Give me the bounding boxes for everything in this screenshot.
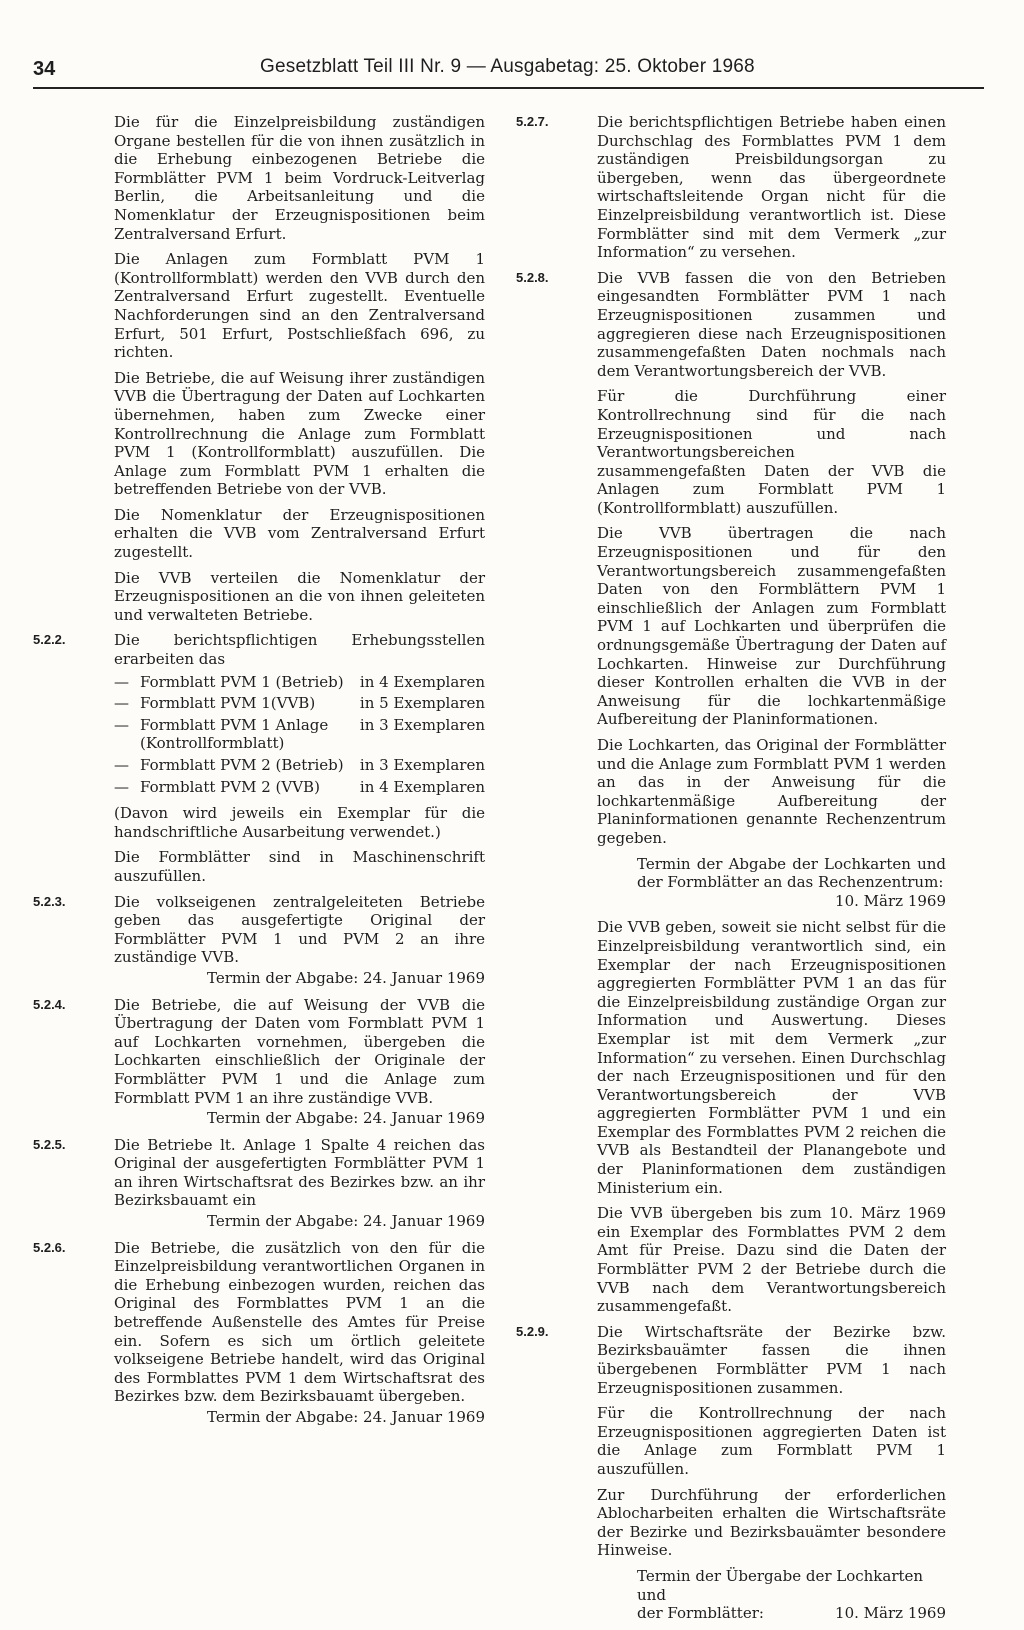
page-title: Gesetzblatt Teil III Nr. 9 — Ausgabetag: 25. Oktober 1968 [260, 56, 755, 77]
form-name: Formblatt PVM 1(VVB) [140, 694, 316, 713]
form-list [114, 673, 485, 797]
page-number: 34 [33, 58, 56, 80]
paragraph: Die Nomenklatur der Erzeugnispositionen erhalten die VVB vom Zentralversand Erfurt zugestellt. [114, 505, 485, 562]
section-number: 5.2.9. [516, 1323, 549, 1339]
deadline-date: 10. März 1969 [835, 1604, 946, 1623]
page-header [0, 0, 1024, 100]
paragraph: Die VVB übertragen die nach Erzeugnispositionen und für den Verantwortungsbereich zusammengefaßten Daten von den Formblättern PVM 1 einschließlich der Anlagen zum Formblatt PVM 1 auf Lochkarten und überprüfen die ordnungsgemäße Übertragung der Daten auf Lochkarten. Hinweise zur Durchführung dieser Kontrollen erhalten die VVB in der Anweisung für die lochkartenmäßige Aufbereitung der Planinformationen. [597, 524, 946, 729]
section-number: 5.2.7. [516, 114, 549, 129]
paragraph: Die Betriebe, die auf Weisung ihrer zuständigen VVB die Übertragung der Daten auf Lochkarten übernehmen, haben zum Zwecke einer Kontrollrechnung die Anlage zum Formblatt PVM 1 (Kontrollformblatt) auszufüllen. Die Anlage zum Formblatt PVM 1 erhalten die betreffenden Betriebe von der VVB. [114, 368, 485, 499]
form-name: Formblatt PVM 1 Anlage (Kontrollformblatt) [140, 715, 329, 753]
paragraph: Die VVB geben, soweit sie nicht selbst für die Einzelpreisbildung verantwortlich sind, ein Exemplar der nach Erzeugnispositionen aggregierten Formblätter PVM 1 an das für die Einzelpreisbildung zuständige Organ zur Information und Auswertung. Dieses Exemplar ist mit dem Vermerk „zur Information“ zu versehen. Einen Durchschlag der nach Erzeugnispositionen und für den Verantwortungsbereich der VVB aggregierten Formblätter PVM 1 und ein Exemplar des Formblattes PVM 2 reichen die VVB als Bestandteil der Planangebote und der Planinformationen dem zuständigen Ministerium ein. [597, 918, 946, 1197]
form-quantity: in 3 Exemplaren [359, 715, 485, 734]
section-5-2-9 [516, 1323, 946, 1623]
dash: — [114, 777, 129, 796]
deadline: Termin der Abgabe: 24. Januar 1969 [207, 968, 485, 987]
list-item [114, 716, 485, 753]
form-quantity: in 4 Exemplaren [359, 672, 485, 691]
note: (Davon wird jeweils ein Exemplar für die handschriftliche Ausarbeitung verwendet.) [114, 804, 485, 841]
paragraph: Die Formblätter sind in Maschinenschrift auszufüllen. [114, 848, 485, 885]
form-name: Formblatt PVM 1 (Betrieb) [140, 672, 344, 691]
dash: — [114, 672, 129, 691]
form-quantity: in 4 Exemplaren [359, 777, 485, 796]
paragraph: Die VVB fassen die von den Betrieben eingesandten Formblätter PVM 1 nach Erzeugnispositionen zusammen und aggregieren diese nach Erzeugnispositionen zusammengefaßten Daten nochmals nach dem Verantwortungsbereich der VVB. [597, 268, 946, 380]
deadline-line [597, 1604, 946, 1623]
paragraph: Die Wirtschaftsräte der Bezirke bzw. Bezirksbauämter fassen die ihnen übergebenen Formblätter PVM 1 nach Erzeugnispositionen zusammen. [597, 1322, 946, 1397]
section-text: Die volkseigenen zentralgeleiteten Betriebe geben das ausgefertigte Original der Formblätter PVM 1 und PVM 2 an ihre zuständige VVB. [114, 892, 485, 967]
section-number: 5.2.2. [33, 632, 66, 648]
deadline: Termin der Abgabe: 24. Januar 1969 [207, 1408, 485, 1426]
list-item [114, 756, 485, 775]
paragraph: Für die Kontrollrechnung der nach Erzeugnispositionen aggregierten Daten ist die Anlage zum Formblatt PVM 1 auszufüllen. [597, 1404, 946, 1478]
section-number: 5.2.6. [33, 1239, 66, 1255]
dash: — [114, 715, 129, 734]
dash: — [114, 694, 129, 713]
deadline: Termin der Abgabe: 24. Januar 1969 [207, 1109, 485, 1128]
section-5-2-6 [33, 1239, 485, 1427]
section-5-2-7 [516, 113, 946, 262]
paragraph: Die für die Einzelpreisbildung zuständigen Organe bestellen für die von ihnen zusätzlich in die Erhebung einbezogenen Betriebe die Formblätter PVM 1 beim Vordruck-Leitverlag Berlin, die Arbeitsanleitung und die Nomenklatur der Erzeugnispositionen beim Zentralversand Erfurt. [114, 113, 485, 243]
section-text: Die Betriebe lt. Anlage 1 Spalte 4 reichen das Original der ausgefertigten Formblätter PVM 1 an ihren Wirtschaftsrat des Bezirkes bzw. an ihr Bezirksbauamt ein [114, 1135, 485, 1210]
section-number: 5.2.8. [516, 269, 549, 285]
list-item [114, 694, 485, 713]
paragraph: Die Anlagen zum Formblatt PVM 1 (Kontrollformblatt) werden den VVB durch den Zentralversand Erfurt zugestellt. Eventuelle Nachforderungen sind an den Zentralversand Erfurt, 501 Erfurt, Postschließfach 696, zu richten. [114, 250, 485, 362]
header-rule [33, 87, 984, 89]
paragraph: Die Lochkarten, das Original der Formblätter und die Anlage zum Formblatt PVM 1 werden an das in der Anweisung für die lochkartenmäßige Aufbereitung der Planinformationen genannte Rechenzentrum gegeben. [597, 736, 946, 847]
dash: — [114, 756, 129, 774]
form-quantity: in 5 Exemplaren [359, 694, 485, 713]
section-text: Die berichtspflichtigen Betriebe haben einen Durchschlag des Formblattes PVM 1 dem zuständigen Preisbildungsorgan zu übergeben, wenn das übergeordnete wirtschaftsleitende Organ nicht für die Einzelpreisbildung verantwortlich ist. Diese Formblätter sind mit dem Vermerk „zur Information“ zu versehen. [597, 113, 946, 262]
deadline-date: 10. März 1969 [835, 891, 946, 910]
paragraph: Die VVB verteilen die Nomenklatur der Erzeugnispositionen an die von ihnen geleiteten und verwalteten Betriebe. [114, 568, 485, 624]
form-name: Formblatt PVM 2 (Betrieb) [140, 756, 344, 774]
section-text: Die berichtspflichtigen Erhebungsstellen erarbeiten das [114, 631, 485, 669]
list-item [114, 778, 485, 797]
deadline [597, 1567, 946, 1623]
form-quantity: in 3 Exemplaren [359, 756, 485, 774]
section-5-2-3 [33, 893, 485, 988]
section-number: 5.2.4. [33, 996, 66, 1012]
deadline-label: Termin der Übergabe der Lochkarten und [637, 1566, 924, 1604]
form-name: Formblatt PVM 2 (VVB) [140, 777, 320, 796]
right-column [516, 113, 946, 1630]
section-5-2-5 [33, 1136, 485, 1231]
list-item [114, 673, 485, 692]
deadline-label: der Formblätter: [637, 1604, 764, 1623]
section-5-2-2 [33, 631, 485, 885]
section-5-2-8 [516, 269, 946, 1316]
section-number: 5.2.5. [33, 1136, 66, 1152]
paragraph: Zur Durchführung der erforderlichen Ablocharbeiten erhalten die Wirtschaftsräte der Bezirke und Bezirksbauämter besondere Hinweise. [597, 1485, 946, 1560]
section-text: Die Betriebe, die auf Weisung der VVB die Übertragung der Daten vom Formblatt PVM 1 auf Lochkarten vornehmen, übergeben die Lochkarten einschließlich der Originale der Formblätter PVM 1 und die Anlage zum Formblatt PVM 1 an ihre zuständige VVB. [114, 995, 485, 1107]
section-5-2-4 [33, 996, 485, 1128]
left-column [33, 113, 485, 1435]
deadline: Termin der Abgabe: 24. Januar 1969 [207, 1212, 485, 1231]
deadline [597, 855, 946, 911]
paragraph: Für die Durchführung einer Kontrollrechnung sind für die nach Erzeugnispositionen und nach Verantwortungsbereichen zusammengefaßten Daten der VVB die Anlagen zum Formblatt PVM 1 (Kontrollformblatt) auszufüllen. [597, 387, 946, 517]
section-text: Die Betriebe, die zusätzlich von den für die Einzelpreisbildung verantwortlichen Organen in die Erhebung einbezogen wurden, reichen das Original des Formblattes PVM 1 an die betreffende Außenstelle des Amtes für Preise ein. Sofern es sich um örtlich geleitete volkseigene Betriebe handelt, wird das Original des Formblattes PVM 1 dem Wirtschaftsrat des Bezirkes bzw. dem Bezirksbauamt übergeben. [114, 1238, 485, 1406]
section-number: 5.2.3. [33, 893, 66, 909]
deadline-label: Termin der Abgabe der Lochkarten und der Formblätter an das Rechenzentrum: [637, 854, 946, 892]
paragraph: Die VVB übergeben bis zum 10. März 1969 ein Exemplar des Formblattes PVM 2 dem Amt für Preise. Dazu sind die Daten der Formblätter PVM 2 der Betriebe durch die VVB nach dem Verantwortungsbereich zusammengefaßt. [597, 1204, 946, 1316]
